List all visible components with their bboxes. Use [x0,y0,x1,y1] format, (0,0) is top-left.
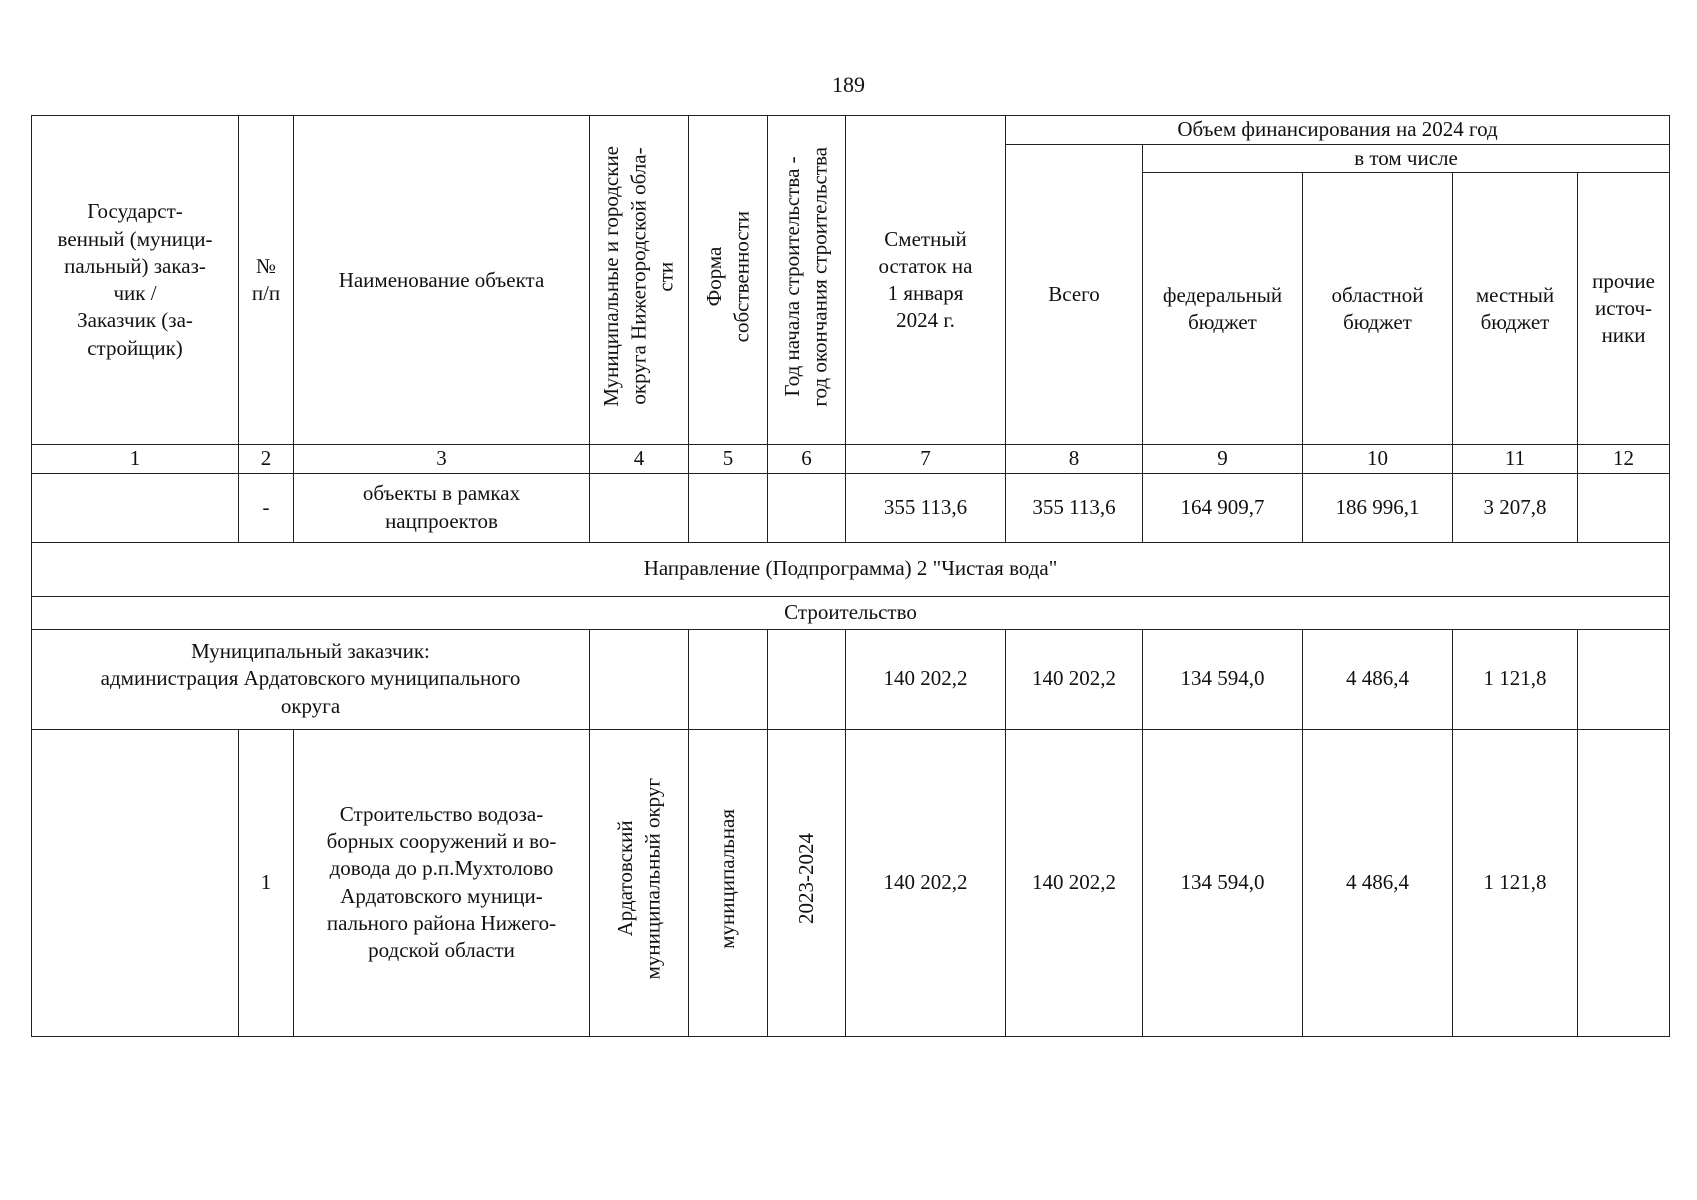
object-local: 1 121,8 [1453,729,1578,1036]
construction-row [32,596,1670,629]
header-other: прочие источ- ники [1578,173,1670,445]
col-number: 7 [846,445,1006,473]
col-number: 6 [768,445,846,473]
national-num: - [239,473,294,542]
object-estimate: 140 202,2 [846,729,1006,1036]
cell-empty [1578,629,1670,729]
national-local: 3 207,8 [1453,473,1578,542]
national-regional: 186 996,1 [1303,473,1453,542]
object-ownership [689,729,768,1036]
cell-empty [32,729,239,1036]
cell-empty [689,473,768,542]
direction-title: Направление (Подпрограмма) 2 "Чистая вода" [32,542,1670,596]
customer-local: 1 121,8 [1453,629,1578,729]
cell-empty [768,473,846,542]
header-local: местный бюджет [1453,173,1578,445]
object-name: Строительство водоза- борных сооружений и во- довода до р.п.Мухтолово Ардатовского муници- пального района Нижего- родской области [294,729,590,1036]
object-district-text: Ардатовский муниципальный округ [612,778,664,980]
col-number: 9 [1143,445,1303,473]
construction-title: Строительство [32,596,1670,629]
customer-row [32,629,1670,729]
header-district-text: Муниципальные и городские округа Нижегородской обла- сти [599,146,678,407]
header-including: в том числе [1143,145,1670,173]
header-row-1 [32,116,1670,145]
header-number: № п/п [239,116,294,445]
customer-federal: 134 594,0 [1143,629,1303,729]
header-federal: федеральный бюджет [1143,173,1303,445]
investment-table [31,115,1670,1037]
header-estimate: Сметный остаток на 1 января 2024 г. [846,116,1006,445]
col-number: 3 [294,445,590,473]
object-district [590,729,689,1036]
header-regional: областной бюджет [1303,173,1453,445]
col-number: 2 [239,445,294,473]
column-numbers-row [32,445,1670,473]
header-object-name: Наименование объекта [294,116,590,445]
col-number: 12 [1578,445,1670,473]
object-row [32,729,1670,1036]
header-total: Всего [1006,145,1143,445]
national-name: объекты в рамках нацпроектов [294,473,590,542]
col-number: 5 [689,445,768,473]
cell-empty [590,473,689,542]
col-number: 11 [1453,445,1578,473]
header-funding-title: Объем финансирования на 2024 год [1006,116,1670,145]
header-customer: Государст- венный (муници- пальный) заказ- чик / Заказчик (за- стройщик) [32,116,239,445]
header-ownership [689,116,768,445]
header-years-text: Год начала строительства - год окончания строительства [780,146,832,407]
header-district [590,116,689,445]
customer-total: 140 202,2 [1006,629,1143,729]
cell-empty [590,629,689,729]
col-number: 4 [590,445,689,473]
object-num: 1 [239,729,294,1036]
national-projects-row [32,473,1670,542]
object-years-text: 2023-2024 [793,833,818,925]
object-regional: 4 486,4 [1303,729,1453,1036]
page-number: 189 [832,72,865,97]
col-number: 1 [32,445,239,473]
cell-empty [32,473,239,542]
cell-empty [768,629,846,729]
national-total: 355 113,6 [1006,473,1143,542]
object-ownership-text: муниципальная [715,809,740,949]
customer-regional: 4 486,4 [1303,629,1453,729]
cell-empty [689,629,768,729]
cell-empty [1578,729,1670,1036]
object-years [768,729,846,1036]
col-number: 8 [1006,445,1143,473]
header-ownership-text: Форма собственности [701,210,753,343]
object-total: 140 202,2 [1006,729,1143,1036]
customer-estimate: 140 202,2 [846,629,1006,729]
cell-empty [1578,473,1670,542]
national-federal: 164 909,7 [1143,473,1303,542]
object-federal: 134 594,0 [1143,729,1303,1036]
col-number: 10 [1303,445,1453,473]
national-estimate: 355 113,6 [846,473,1006,542]
direction-row [32,542,1670,596]
header-years [768,116,846,445]
customer-name: Муниципальный заказчик: администрация Ардатовского муниципального округа [32,629,590,729]
